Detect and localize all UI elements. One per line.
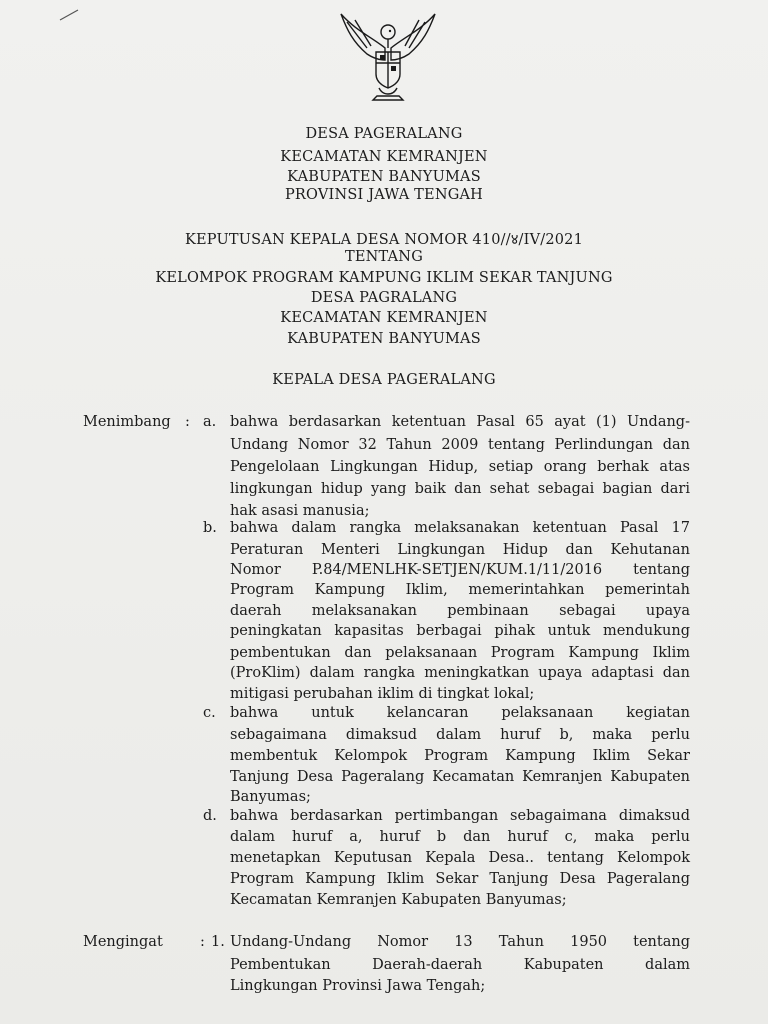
- pen-mark: [58, 8, 80, 22]
- item-line: bahwa berdasarkan ketentuan Pasal 65 ayat (1) Undang-: [230, 414, 690, 430]
- item-line: bahwa dalam rangka melaksanakan ketentuan Pasal 17: [230, 520, 690, 536]
- item-line: Program Kampung Iklim, memerintahkan pemerintah: [230, 582, 690, 598]
- item-line: Undang-Undang Nomor 13 Tahun 1950 tentang: [230, 934, 690, 950]
- item-line: daerah melaksanakan pembinaan sebagai upaya: [230, 603, 690, 619]
- item-marker: b.: [203, 520, 217, 536]
- item-line: bahwa untuk kelancaran pelaksanaan kegiatan: [230, 705, 690, 721]
- header-regency: KABUPATEN BANYUMAS: [287, 169, 481, 185]
- item-line: sebagaimana dimaksud dalam huruf b, maka perlu: [230, 727, 690, 743]
- decree-tentang: TENTANG: [345, 249, 423, 265]
- decree-subject-line: KELOMPOK PROGRAM KAMPUNG IKLIM SEKAR TANJUNG: [155, 270, 613, 286]
- header-district: KECAMATAN KEMRANJEN: [280, 149, 488, 165]
- decree-issuer: KEPALA DESA PAGERALANG: [272, 372, 496, 388]
- item-marker: a.: [203, 414, 217, 430]
- item-line: bahwa berdasarkan pertimbangan sebagaimana dimaksud: [230, 808, 690, 824]
- item-line: Peraturan Menteri Lingkungan Hidup dan Kehutanan: [230, 542, 690, 558]
- item-line: Kecamatan Kemranjen Kabupaten Banyumas;: [230, 892, 567, 908]
- decree-number: KEPUTUSAN KEPALA DESA NOMOR 410//४/IV/2021: [184, 232, 584, 248]
- item-line: menetapkan Keputusan Kepala Desa.. tentang Kelompok: [230, 850, 690, 866]
- item-marker: c.: [203, 705, 216, 721]
- item-line: Banyumas;: [230, 789, 311, 805]
- item-line: peningkatan kapasitas berbagai pihak untuk mendukung: [230, 623, 690, 639]
- item-line: Pembentukan Daerah-daerah Kabupaten dalam: [230, 957, 690, 973]
- item-line: Tanjung Desa Pageralang Kecamatan Kemranjen Kabupaten: [230, 769, 690, 785]
- item-line: pembentukan dan pelaksanaan Program Kampung Iklim: [230, 645, 690, 661]
- mengingat-colon: :: [200, 934, 205, 950]
- menimbang-label: Menimbang: [83, 414, 171, 430]
- decree-subject-line: KECAMATAN KEMRANJEN: [280, 310, 488, 326]
- item-line: dalam huruf a, huruf b dan huruf c, maka perlu: [230, 829, 690, 845]
- item-line: lingkungan hidup yang baik dan sehat sebagai bagian dari: [230, 481, 690, 497]
- decree-subject-line: DESA PAGRALANG: [310, 290, 458, 306]
- item-line: hak asasi manusia;: [230, 503, 370, 519]
- item-line: Nomor P.84/MENLHK-SETJEN/KUM.1/11/2016 tentang: [230, 562, 690, 578]
- item-marker: d.: [203, 808, 217, 824]
- item-line: Lingkungan Provinsi Jawa Tengah;: [230, 978, 486, 994]
- mengingat-label: Mengingat: [83, 934, 163, 950]
- item-line: Program Kampung Iklim Sekar Tanjung Desa Pageralang: [230, 871, 690, 887]
- header-province: PROVINSI JAWA TENGAH: [284, 187, 484, 203]
- garuda-emblem-icon: [333, 8, 443, 108]
- item-line: mitigasi perubahan iklim di tingkat lokal;: [230, 686, 535, 702]
- item-line: Pengelolaan Lingkungan Hidup, setiap orang berhak atas: [230, 459, 690, 475]
- item-line: (ProKlim) dalam rangka meningkatkan upaya adaptasi dan: [230, 665, 690, 681]
- menimbang-colon: :: [185, 414, 190, 430]
- item-marker: 1.: [211, 934, 225, 950]
- item-line: membentuk Kelompok Program Kampung Iklim Sekar: [230, 748, 690, 764]
- header-village: DESA PAGERALANG: [305, 126, 463, 142]
- decree-subject-line: KABUPATEN BANYUMAS: [287, 331, 481, 347]
- item-line: Undang Nomor 32 Tahun 2009 tentang Perlindungan dan: [230, 437, 690, 453]
